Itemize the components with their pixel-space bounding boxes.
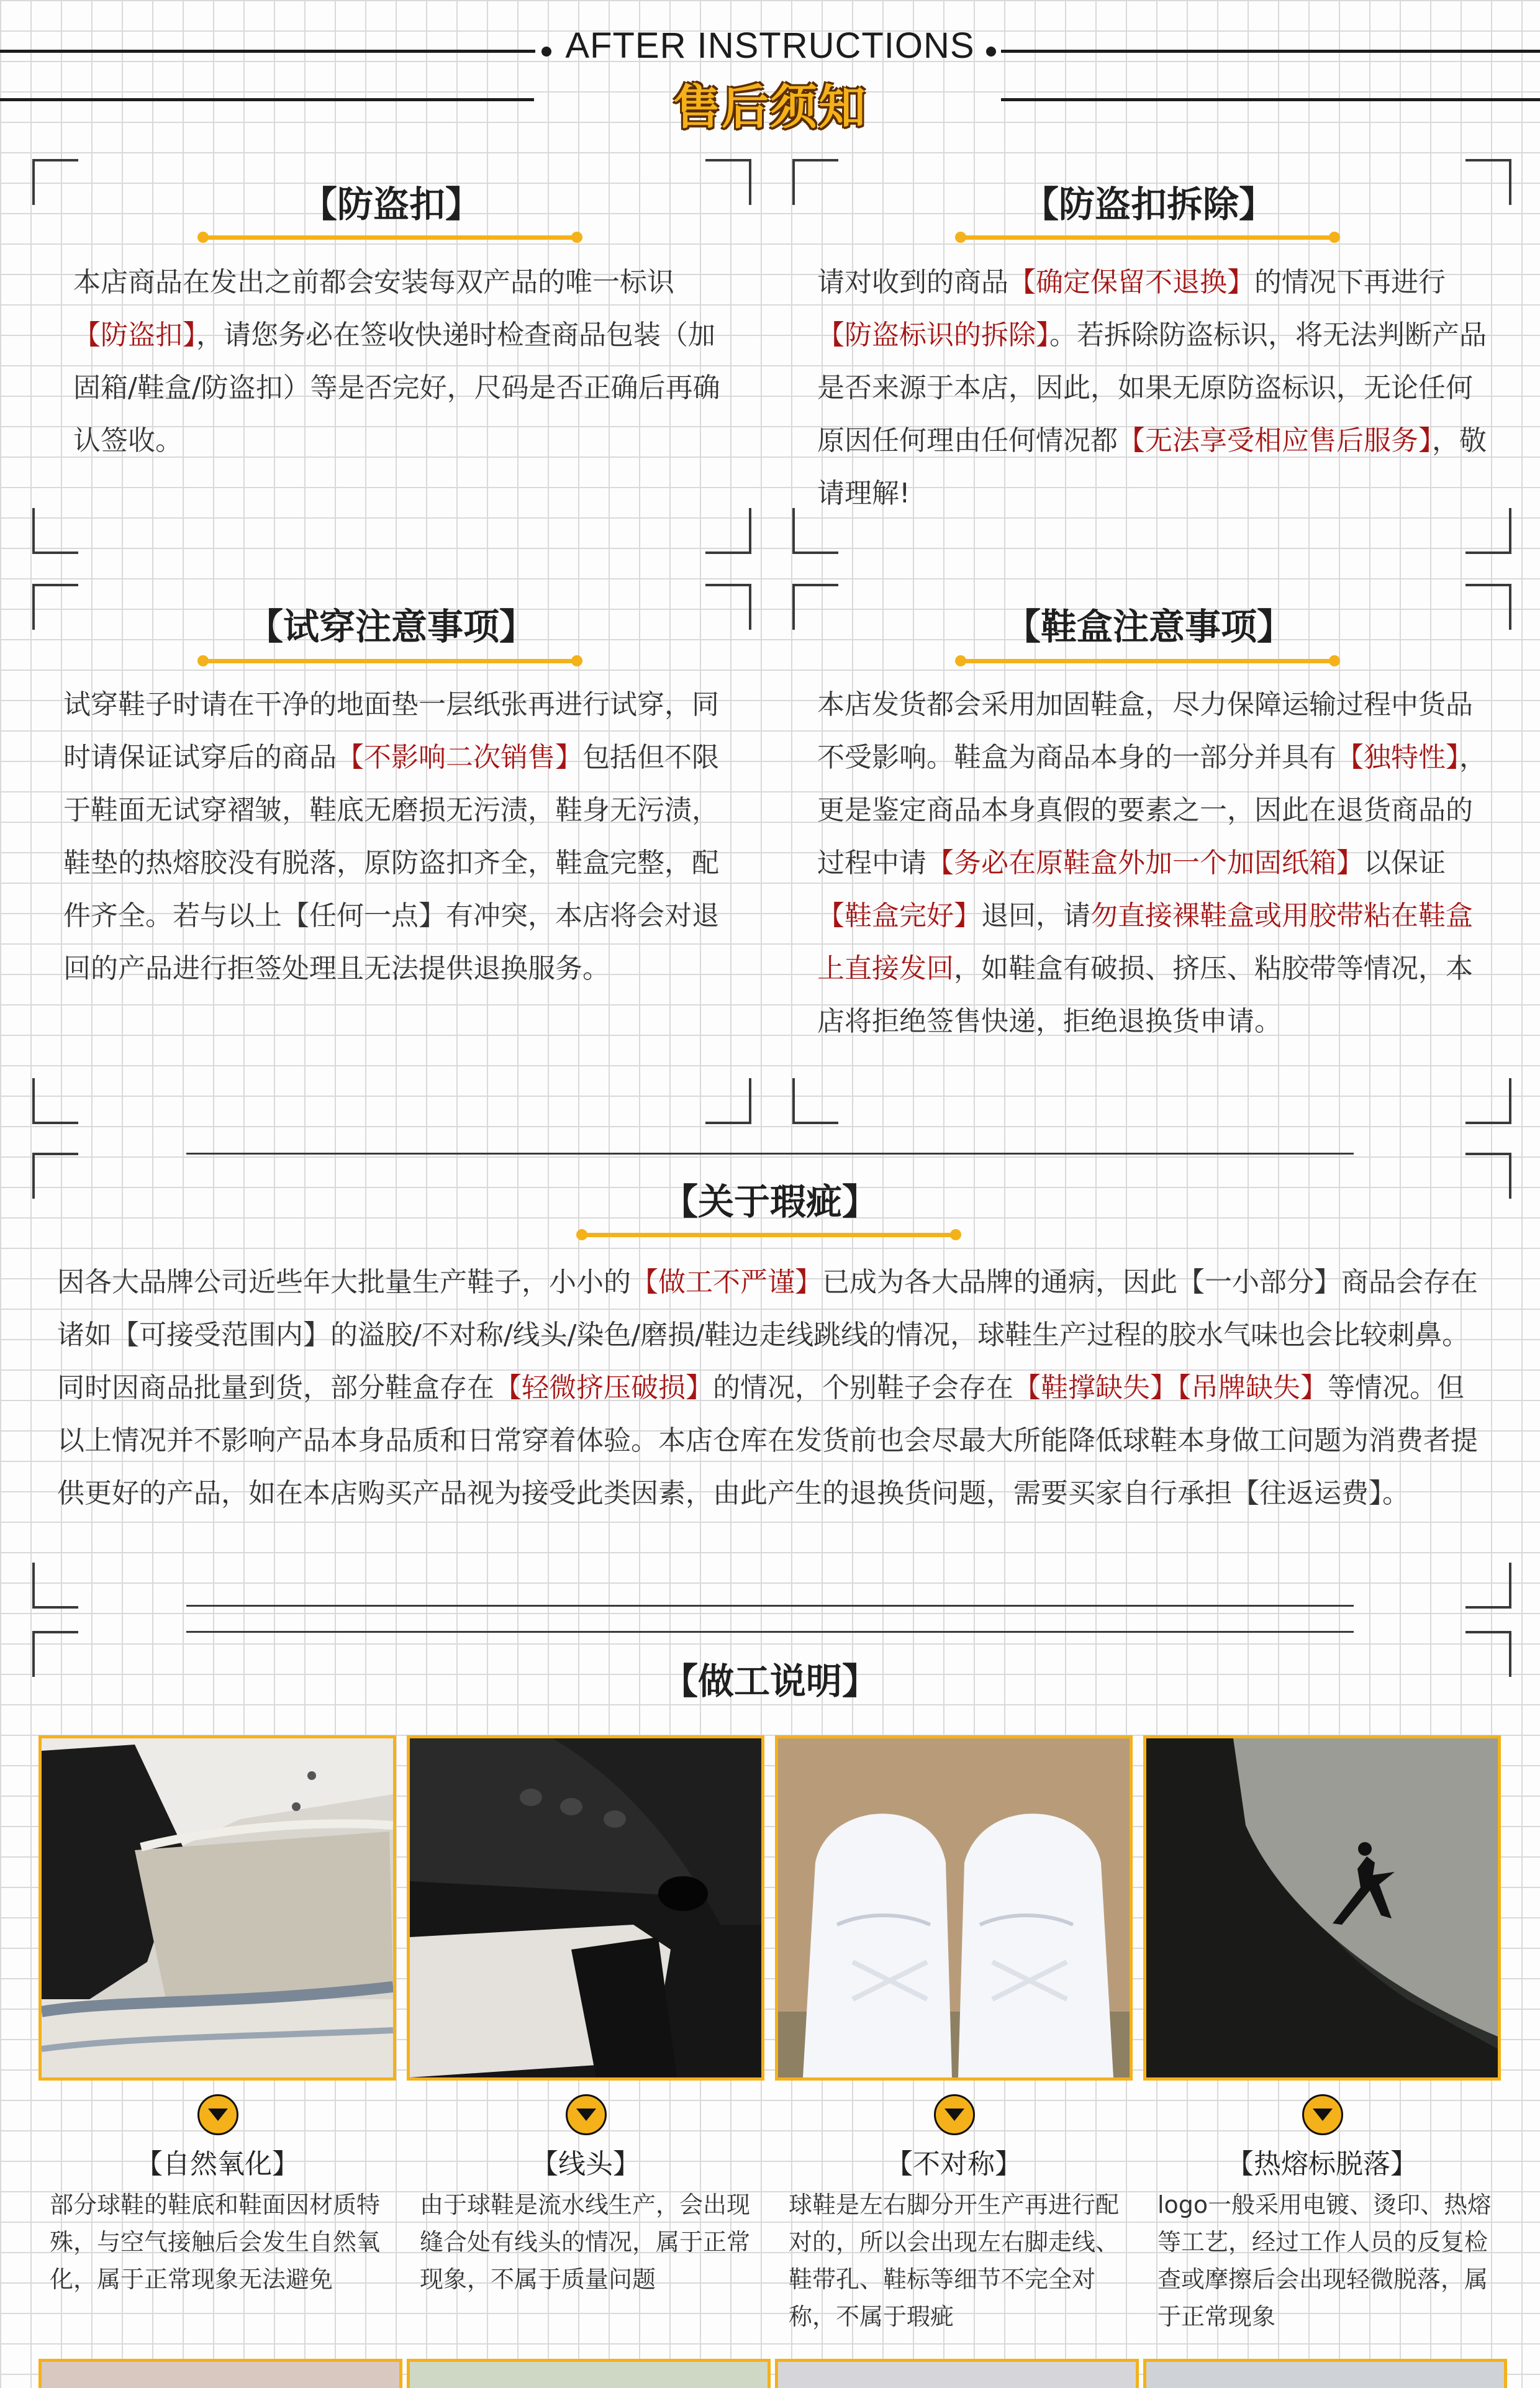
corner-bracket [1465, 1078, 1511, 1124]
body-text: 退回，请 [981, 900, 1090, 932]
caption-text: 部分球鞋的鞋底和鞋面因材质特殊，与空气接触后会发生自然氧化，属于正常现象无法避免 [50, 2191, 381, 2293]
corner-bracket [1465, 159, 1511, 205]
corner-bracket [32, 1631, 78, 1677]
highlighted-text: 【鞋撑缺失】【吊牌缺失】 [1013, 1372, 1328, 1404]
arrow-down-icon [566, 2094, 607, 2135]
header-title-en: AFTER INSTRUCTIONS [565, 25, 975, 66]
corner-bracket [792, 1078, 838, 1124]
title-underline [962, 235, 1335, 240]
natural-oxidation-photo [38, 1735, 396, 2081]
caption-text: 球鞋是左右脚分开生产再进行配对的，所以会出现左右脚走线、鞋带孔、鞋标等细节不完全对称，不属于瑕疵 [789, 2191, 1120, 2330]
caption-title: 【线头】 [531, 2148, 640, 2180]
header-rule-right-bottom [1001, 98, 1540, 101]
highlighted-text: 【独特性】 [1336, 742, 1459, 773]
corner-bracket [1465, 1563, 1511, 1609]
body-text: 等情况。但以上情况并不影响产品本身品质和日常穿着体验。本店仓库在发货前也会尽最大所能降低球鞋本身做工问题为消费者提供更好的产品，如在本店购买产品视为接受此类因素，由此产生的退换货问题，需要买家自行承担【往返运费】。 [57, 1372, 1478, 1509]
heat-transfer-logo-photo [1143, 1735, 1501, 2081]
body-text: 的情况，个别鞋子会存在 [713, 1372, 1013, 1404]
body-text: ，敬请理解! [817, 425, 1487, 509]
corner-bracket [1465, 1631, 1511, 1677]
corner-bracket [32, 159, 78, 205]
defects-title: 【关于瑕疵】 [661, 1181, 878, 1223]
title-underline-dot [571, 655, 582, 666]
highlighted-text: 勿直接裸鞋盒或用胶带粘在鞋盒上直接发回 [817, 900, 1473, 984]
highlighted-text: 【轻微挤压破损】 [494, 1372, 713, 1404]
highlighted-text: 【防盗扣】 [73, 319, 196, 351]
body-text: 因各大品牌公司近些年大批量生产鞋子，小小的 [57, 1266, 631, 1298]
highlighted-text: 【不影响二次销售】 [337, 742, 582, 773]
body-text: ，如鞋盒有破损、挤压、粘胶带等情况，本店将拒绝签售快递，拒绝退换货申请。 [817, 953, 1473, 1037]
body-text: 已成为各大品牌的通病，因此【一小部分】商品会存在诸如【可接受范围内】的溢胶/不对称/线头/染色/磨损/鞋边走线跳线的情况，球鞋生产过程的胶水气味也会比较刺鼻。同时因商品批量到货，部分鞋盒存在 [57, 1266, 1478, 1404]
corner-bracket [32, 1153, 78, 1199]
corner-bracket [32, 584, 78, 630]
anti-theft-text [73, 256, 725, 467]
arrow-down-icon [1302, 2094, 1343, 2135]
title-underline-dot [950, 1229, 961, 1240]
highlighted-text: 【防盗标识的拆除】 [817, 319, 1049, 351]
body-text: ，请您务必在签收快递时检查商品包装（加固箱/鞋盒/防盗扣）等是否完好，尺码是否正确后再确认签收。 [73, 319, 720, 456]
corner-bracket [705, 1078, 751, 1124]
highlighted-text: 【务必在原鞋盒外加一个加固纸箱】 [926, 847, 1364, 879]
shoebox-text [817, 678, 1494, 1048]
corner-bracket [32, 1563, 78, 1609]
title-underline-dot [1329, 232, 1340, 243]
corner-bracket [792, 584, 838, 630]
highlighted-text: 【做工不严谨】 [631, 1266, 822, 1298]
corner-bracket [32, 508, 78, 554]
body-text: 请对收到的商品 [817, 266, 1008, 298]
caption-text: logo一般采用电镀、烫印、热熔等工艺，经过工作人员的反复检查或摩擦后会出现轻微脱落，属于正常现象 [1157, 2191, 1492, 2330]
title-underline [205, 659, 578, 663]
highlighted-text: 【鞋盒完好】 [817, 900, 981, 932]
next-photo-row [1143, 2359, 1507, 2388]
header-title-cn: 售后须知 [673, 79, 867, 135]
section-rule [186, 1153, 1354, 1155]
corner-bracket [1465, 1153, 1511, 1199]
thread-ends-photo [407, 1735, 764, 2081]
section-rule [186, 1605, 1354, 1607]
header-rule-right-top [1001, 50, 1540, 53]
corner-bracket [705, 159, 751, 205]
caption-text: 由于球鞋是流水线生产，会出现缝合处有线头的情况，属于正常现象，不属于质量问题 [420, 2191, 751, 2293]
workmanship-title: 【做工说明】 [661, 1660, 878, 1702]
body-text: 本店发货都会采用加固鞋盒，尽力保障运输过程中货品不受影响。鞋盒为商品本身的一部分并具有 [817, 689, 1473, 773]
arrow-down-icon [197, 2094, 238, 2135]
next-photo-row [407, 2359, 771, 2388]
title-underline-dot [571, 232, 582, 243]
caption-title: 【热熔标脱落】 [1226, 2148, 1418, 2180]
body-text: 的情况下再进行 [1254, 266, 1446, 298]
header-rule-left-bottom [0, 98, 534, 101]
section-rule [186, 1631, 1354, 1633]
body-text: 本店商品在发出之前都会安装每双产品的唯一标识 [73, 266, 674, 298]
corner-bracket [32, 1078, 78, 1124]
title-underline [205, 235, 578, 240]
arrow-down-icon [934, 2094, 975, 2135]
caption-title: 【不对称】 [886, 2148, 1022, 2180]
corner-bracket [792, 159, 838, 205]
shoebox-title: 【鞋盒注意事项】 [1004, 606, 1293, 648]
corner-bracket [705, 584, 751, 630]
anti-theft-removal-title: 【防盗扣拆除】 [1022, 183, 1275, 225]
body-text: 包括但不限于鞋面无试穿褶皱，鞋底无磨损无污渍，鞋身无污渍，鞋垫的热熔胶没有脱落，原防盗扣齐全，鞋盒完整，配件齐全。若与以上【任何一点】有冲突，本店将会对退回的产品进行拒签处理且无法提供退换服务。 [63, 742, 719, 984]
next-photo-row [775, 2359, 1139, 2388]
caption-title: 【自然氧化】 [135, 2148, 299, 2180]
header-rule-left-top [0, 50, 535, 53]
try-on-title: 【试穿注意事项】 [247, 606, 535, 648]
body-text: 以保证 [1364, 847, 1446, 879]
next-photo-row [38, 2359, 402, 2388]
anti-theft-title: 【防盗扣】 [301, 183, 481, 225]
title-underline [962, 659, 1335, 663]
body-text: ，更是鉴定商品本身真假的要素之一，因此在退货商品的过程中请 [817, 742, 1487, 879]
highlighted-text: 【无法享受相应售后服务】 [1118, 425, 1432, 456]
asymmetry-photo [775, 1735, 1133, 2081]
body-text: 试穿鞋子时请在干净的地面垫一层纸张再进行试穿，同时请保证试穿后的商品 [63, 689, 719, 773]
try-on-text [63, 678, 734, 995]
defects-text [57, 1256, 1485, 1520]
body-text: 。若拆除防盗标识，将无法判断产品是否来源于本店，因此，如果无原防盗标识，无论任何原因任何理由任何情况都 [817, 319, 1487, 456]
highlighted-text: 【确定保留不退换】 [1008, 266, 1254, 298]
title-underline-dot [1329, 655, 1340, 666]
corner-bracket [705, 508, 751, 554]
anti-theft-removal-text [817, 256, 1494, 520]
title-underline [584, 1233, 956, 1237]
header-dot-right [986, 47, 996, 57]
corner-bracket [1465, 584, 1511, 630]
